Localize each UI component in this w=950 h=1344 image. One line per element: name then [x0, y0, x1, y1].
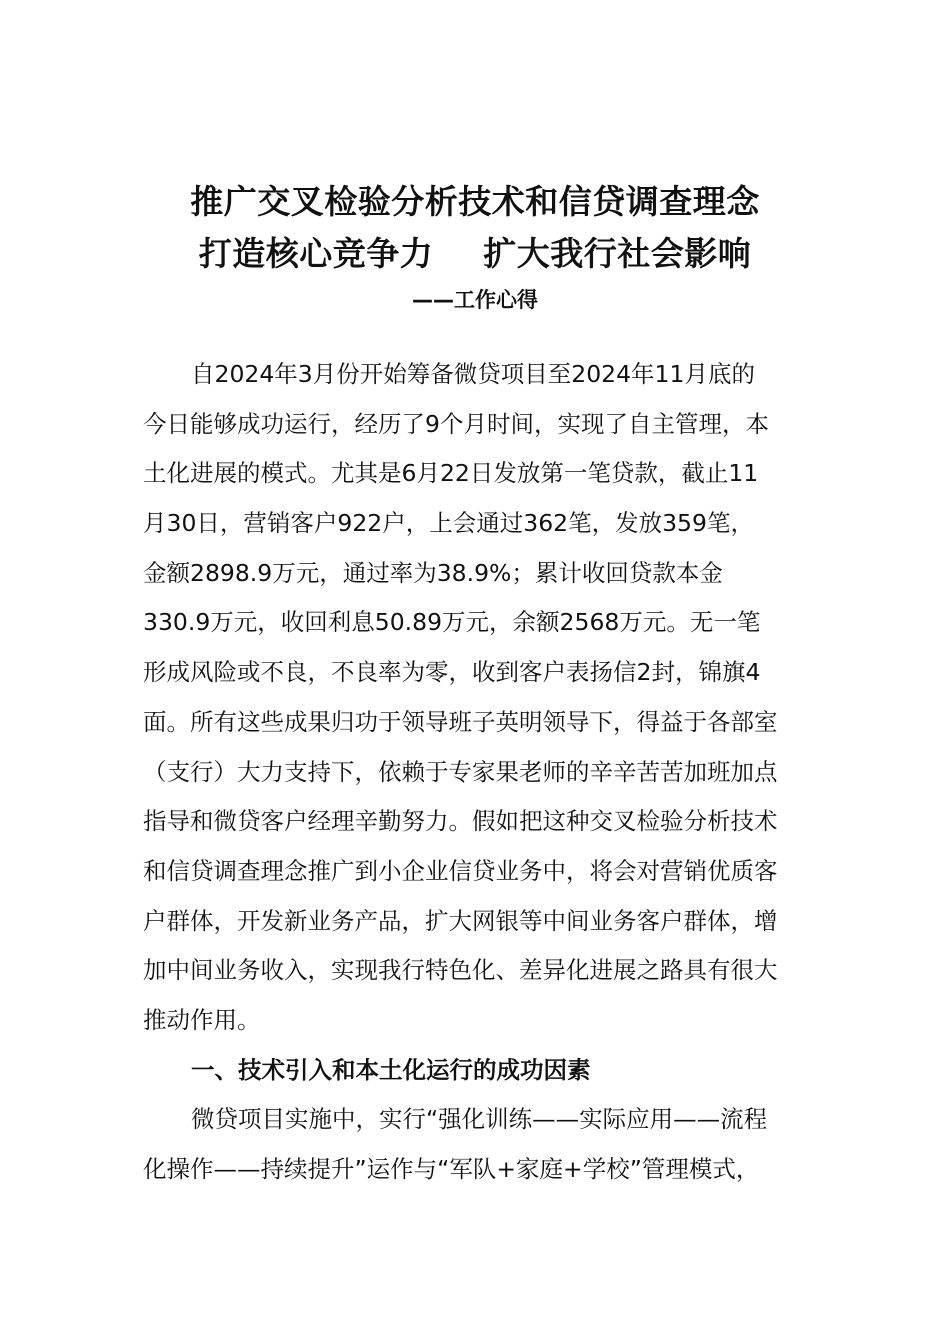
- paragraph-line: 形成风险或不良，不良率为零，收到客户表扬信2封，锦旗4: [143, 658, 761, 687]
- paragraph-line: 土化进展的模式。尤其是6月22日发放第一笔贷款，截止11: [143, 459, 759, 488]
- paragraph-line: 和信贷调查理念推广到小企业信贷业务中，将会对营销优质客: [143, 856, 778, 885]
- section-heading: 一、技术引入和本土化运行的成功因素: [191, 1055, 591, 1084]
- paragraph-line: 金额2898.9万元，通过率为38.9%；累计收回贷款本金: [143, 558, 723, 587]
- paragraph-line: 加中间业务收入，实现我行特色化、差异化进展之路具有很大: [143, 956, 778, 985]
- paragraph-line: 自2024年3月份开始筹备微贷项目至2024年11月底的: [191, 360, 755, 388]
- paragraph-line: 化操作——持续提升”运作与“军队+家庭+学校”管理模式，: [143, 1155, 760, 1183]
- paragraph-line: 户群体，开发新业务产品，扩大网银等中间业务客户群体，增: [143, 906, 778, 935]
- paragraph-line: 月30日，营销客户922户，上会通过362笔，发放359笔，: [143, 509, 754, 538]
- paragraph-line: 330.9万元，收回利息50.89万元，余额2568万元。无一笔: [143, 608, 761, 637]
- document-body: [143, 350, 807, 1195]
- title-line-2-left: 打造核心竞争力: [198, 234, 434, 273]
- paragraph-line: 面。所有这些成果归功于领导班子英明领导下，得益于各部室: [143, 707, 778, 736]
- paragraph-line: 今日能够成功运行，经历了9个月时间，实现了自主管理，本: [143, 409, 769, 438]
- title-line-2-right: 扩大我行社会影响: [483, 234, 752, 273]
- title-block: [0, 176, 950, 318]
- document-subtitle: ——工作心得: [412, 288, 538, 312]
- paragraph-line: 指导和微贷客户经理辛勤努力。假如把这种交叉检验分析技术: [143, 807, 778, 836]
- paragraph-line: （支行）大力支持下，依赖于专家果老师的辛辛苦苦加班加点: [143, 757, 778, 786]
- paragraph-line: 推动作用。: [143, 1005, 261, 1034]
- paragraph-line: 微贷项目实施中，实行“强化训练——实际应用——流程: [191, 1105, 768, 1134]
- document-title-line-1: 推广交叉检验分析技术和信贷调查理念: [190, 182, 760, 221]
- document-title-line-2: [0, 228, 950, 280]
